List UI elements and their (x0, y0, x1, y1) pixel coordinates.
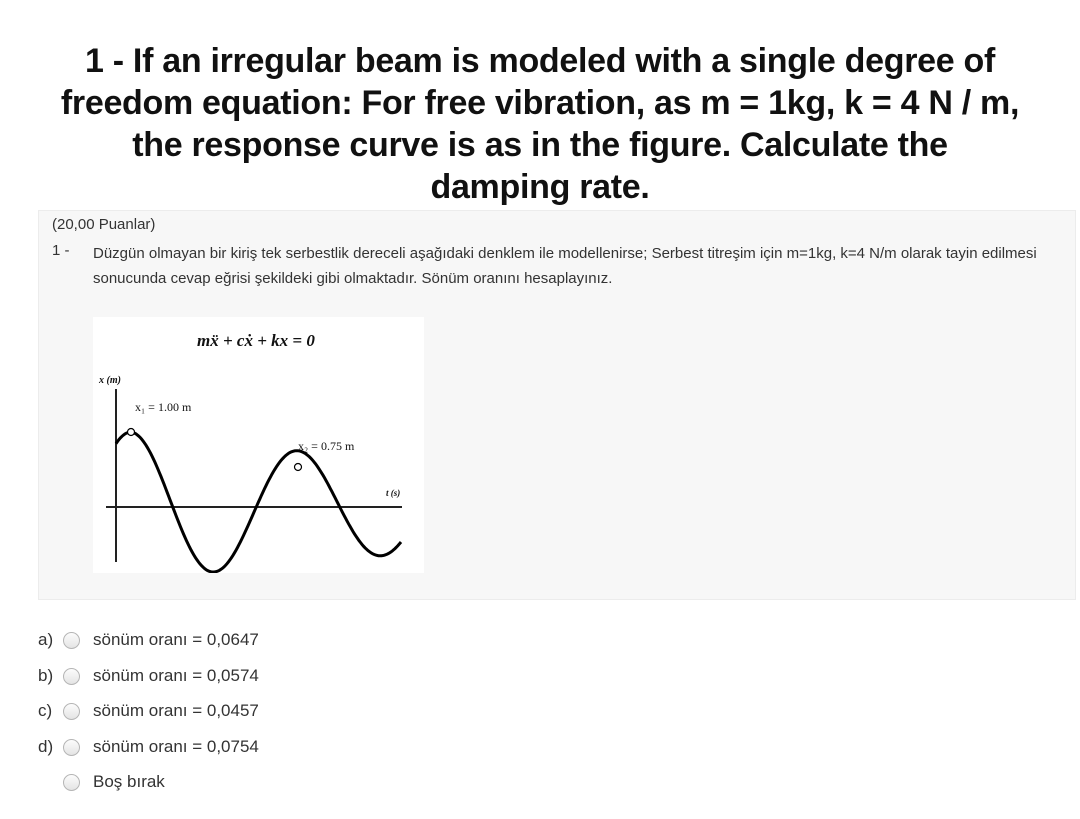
option-c-radio[interactable] (63, 703, 80, 720)
y-axis-label: x (m) (99, 375, 121, 386)
response-curve (116, 432, 401, 572)
option-a[interactable] (38, 626, 259, 654)
question-number: 1 - (52, 242, 70, 259)
option-leave-blank[interactable] (38, 768, 165, 796)
x-axis-label: t (s) (386, 488, 401, 498)
peak1-marker (128, 429, 135, 436)
option-b[interactable] (38, 662, 259, 690)
option-c-label: sönüm oranı = 0,0457 (93, 701, 259, 720)
option-a-letter: a) (38, 630, 54, 649)
option-b-letter: b) (38, 666, 54, 685)
option-a-radio[interactable] (63, 632, 80, 649)
response-curve-figure (93, 317, 424, 573)
option-d-label: sönüm oranı = 0,0754 (93, 737, 259, 756)
option-d[interactable] (38, 733, 259, 761)
option-d-radio[interactable] (63, 739, 80, 756)
peak2-marker (295, 464, 302, 471)
equation-label: mẍ + cẋ + kx = 0 (197, 331, 315, 350)
option-d-letter: d) (38, 737, 54, 756)
question-points: (20,00 Puanlar) (52, 216, 156, 233)
peak1-label: x₁ = 1.00 m (135, 400, 192, 414)
option-a-label: sönüm oranı = 0,0647 (93, 630, 259, 649)
option-b-radio[interactable] (63, 668, 80, 685)
option-blank-label: Boş bırak (93, 772, 165, 791)
response-curve-svg (93, 317, 424, 573)
option-blank-radio[interactable] (63, 774, 80, 791)
option-c[interactable] (38, 697, 259, 725)
option-c-letter: c) (38, 701, 53, 720)
question-title: 1 - If an irregular beam is modeled with a single degree of freedom equation: For free vibration, as m = 1kg, k = 4 N / m, the response curve is as in the figure. Calculate the damping rate. (60, 42, 1020, 206)
question-text: Düzgün olmayan bir kiriş tek serbestlik dereceli aşağıdaki denklem ile modellenirse; Serbest titreşim için m=1kg, k=4 N/m olarak tayin edilmesi sonucunda cevap eğrisi şekildeki gibi olmaktadır. Sönüm oranını hesaplayınız. (93, 245, 1037, 287)
peak2-label: x₂ = 0.75 m (298, 439, 355, 453)
option-b-label: sönüm oranı = 0,0574 (93, 666, 259, 685)
